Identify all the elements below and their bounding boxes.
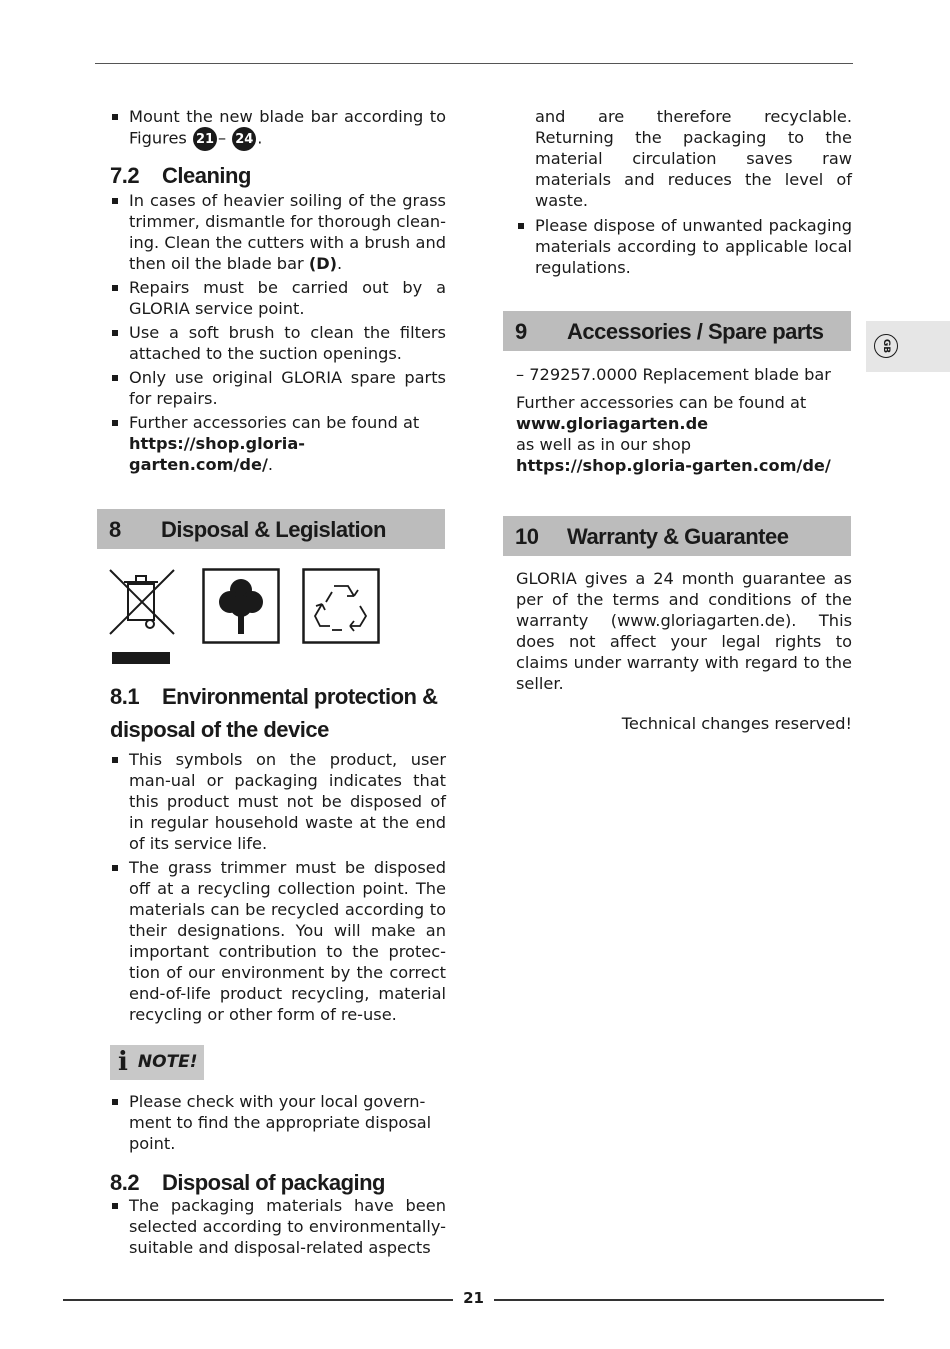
section-8-heading: 8 Disposal & Legislation [97,509,445,549]
cleaning-item: Only use original GLORIA spare parts for repairs. [110,367,446,409]
crossed-out-wheelie-bin-icon [108,568,180,666]
tree-icon [202,568,280,644]
cleaning-list [110,190,446,475]
note-list [110,1091,446,1154]
language-tab[interactable] [866,321,950,372]
warranty-text: GLORIA gives a 24 month guarantee as per of the terms and conditions of the warranty (www.gloriagarten.de). This does not affect your legal rights to claims under warranty with regard to the seller. [516,569,852,693]
environment-item: The grass trimmer must be disposed off at a recycling collection point. The materials can be recycled according to their designations. You will make an important contribution to the protec-tion of our environment by the correct end-of-life product recycling, material recycling or other form of re-use. [110,857,446,1025]
packaging-continuation: and are therefore recyclable. Returning the packaging to the material circulation saves raw materials and reduces the level of waste. [535,107,852,210]
right-column [516,106,852,734]
website-link[interactable]: www.gloriagarten.de [516,414,709,433]
shop-link[interactable]: https://shop.gloria-garten.com/de/ [129,434,305,474]
section-9-heading: 9 Accessories / Spare parts [503,311,851,351]
section-10-heading: 10 Warranty & Guarantee [503,516,851,556]
environment-item: This symbols on the product, user man-ual or packaging indicates that this product must not be disposed of in regular household waste at the end of its service life. [110,749,446,854]
cleaning-item: Use a soft brush to clean the filters attached to the suction openings. [110,322,446,364]
mount-item: Mount the new blade bar according to Figures 21 – 24 . [110,106,446,151]
section-8-1-heading: 8.1 Environmental protection & disposal of the device [110,684,438,742]
footer-rule-left [63,1299,453,1301]
info-icon: i [118,1047,128,1077]
figure-ref-21: 21 [193,127,217,151]
note-label: i NOTE! [110,1045,204,1080]
figure-ref-24: 24 [232,127,256,151]
environment-list [110,749,446,1025]
recycling-icon [302,568,380,644]
packaging-dispose-list [516,215,852,278]
technical-changes-note: Technical changes reserved! [621,714,852,733]
section-8-2-heading: 8.2 Disposal of packaging [110,1170,385,1195]
left-column [110,106,446,1261]
note-item: Please check with your local govern-ment to find the appropriate disposal point. [110,1091,446,1154]
section-7-2-heading: 7.2 Cleaning [110,163,251,188]
footer-rule-right [494,1299,884,1301]
page-number: 21 [463,1289,484,1307]
further-accessories-text: Further accessories can be found at [516,393,807,412]
shop-link-right[interactable]: https://shop.gloria-garten.com/de/ [516,456,831,475]
shop-text: as well as in our shop [516,435,692,454]
cleaning-item: In cases of heavier soiling of the grass trimmer, dismantle for thorough clean-ing. Clean the cutters with a brush and then oil the blade bar (D). [110,190,446,274]
cleaning-item: Further accessories can be found at https://shop.gloria-garten.com/de/. [110,412,446,475]
packaging-list [110,1195,446,1258]
top-rule [95,63,853,64]
cleaning-item: Repairs must be carried out by a GLORIA service point. [110,277,446,319]
language-badge: GB [874,334,898,358]
packaging-item: The packaging materials have been selected according to environmentally-suitable and disposal-related aspects [110,1195,446,1258]
spare-part-item: – 729257.0000 Replacement blade bar [516,365,831,384]
note-box [110,1045,446,1080]
mount-list [110,106,446,151]
disposal-symbols [108,568,446,666]
packaging-dispose-item: Please dispose of unwanted packaging materials according to applicable local regulations. [516,215,852,278]
